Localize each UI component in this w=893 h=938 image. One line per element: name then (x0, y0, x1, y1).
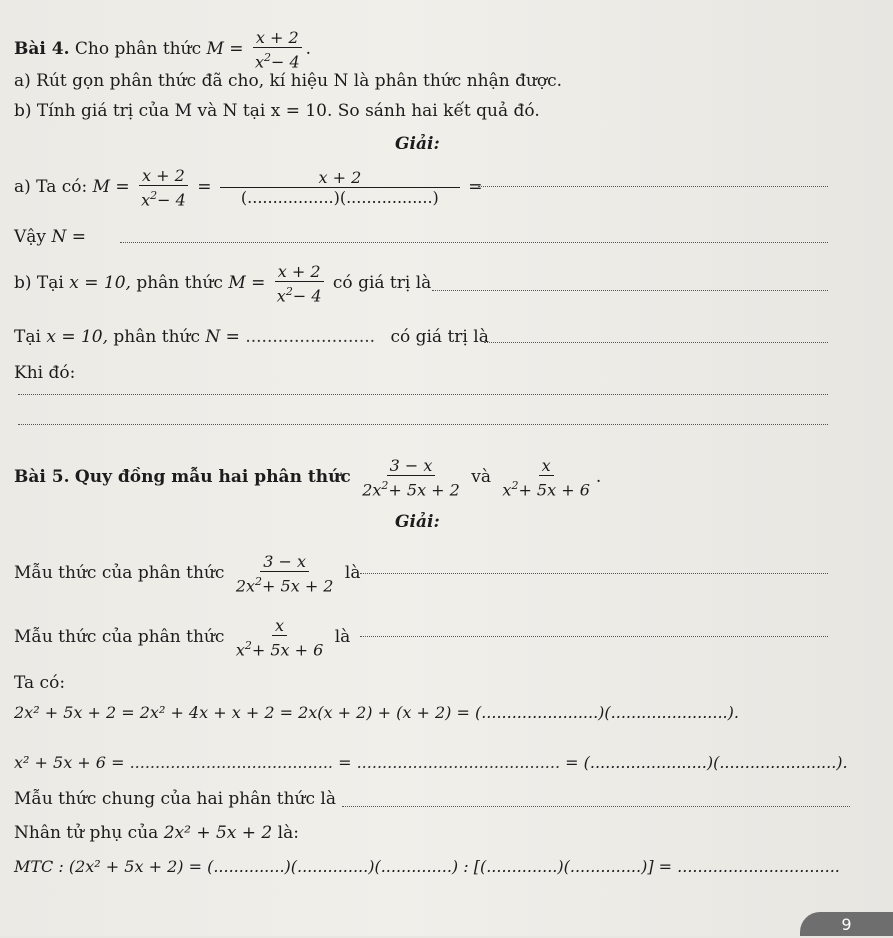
page-number: 9 (800, 912, 893, 936)
bai4-b-answer-line[interactable] (432, 290, 828, 291)
bai4-vay-answer-line[interactable] (120, 242, 828, 243)
bai4-header: Bài 4. Cho phân thức M = $\frac{x + 2}{x^2- 4}$ . (14, 28, 312, 72)
bai4-a-line: a) Ta có: M = $\frac{x + 2}{x^2- 4}$ = $\frac{x + 2}{(.................)(.................)}$ = (14, 166, 483, 210)
bai4-khi-do-line-1[interactable] (18, 394, 828, 395)
bai5-mau1-answer-line[interactable] (360, 573, 828, 574)
bai4-b2-answer-line[interactable] (484, 342, 828, 343)
bai4-khi-do: Khi đó: (14, 363, 76, 383)
bai4-N-blank[interactable]: ........................ (245, 327, 376, 347)
bai5-mau-chung-answer-line[interactable] (342, 806, 850, 807)
bai5-mau2-answer-line[interactable] (360, 636, 828, 637)
bai5-eq1[interactable]: 2x² + 5x + 2 = 2x² + 4x + x + 2 = 2x(x + 2) + (x + 2) = (.......................)(.......................). (14, 703, 739, 722)
bai4-vay-line: Vậy N = (14, 227, 86, 247)
bai5-mau1-line: Mẫu thức của phân thức $\frac{3 - x}{2x^2+ 5x + 2}$ là (14, 552, 361, 596)
bai5-giai-heading: Giải: (395, 512, 440, 532)
bai5-mtc-line[interactable]: MTC : (2x² + 5x + 2) = (..............)(..............)(..............) : [(..............)(..............)] = ................................ (14, 857, 840, 876)
bai4-a-denominator-blank[interactable]: (.................)(.................) (240, 188, 439, 208)
bai4-part-b: b) Tính giá trị của M và N tại x = 10. So sánh hai kết quả đó. (14, 101, 540, 121)
bai4-b2-line: Tại x = 10, phân thức N = ........................ có giá trị là (14, 327, 489, 347)
bai5-ta-co: Ta có: (14, 673, 66, 693)
bai5-mau2-line: Mẫu thức của phân thức $\frac{x}{x^2+ 5x + 6}$ là (14, 616, 351, 660)
bai5-nhan-tu: Nhân tử phụ của 2x² + 5x + 2 là: (14, 823, 299, 843)
bai4-khi-do-line-2[interactable] (18, 424, 828, 425)
bai4-fraction-M: $\frac{x + 2}{x^2- 4}$ (252, 28, 303, 71)
bai4-a-answer-line[interactable] (478, 186, 828, 187)
bai5-header: Bài 5. Quy đồng mẫu hai phân thức $\frac{3 - x}{2x^2+ 5x + 2}$ và $\frac{x}{x^2+ 5x + 6}$ . (14, 456, 602, 500)
bai5-mau-chung: Mẫu thức chung của hai phân thức là (14, 789, 336, 809)
bai4-giai-heading: Giải: (395, 134, 440, 154)
bai4-b-line: b) Tại x = 10, phân thức M = $\frac{x + 2}{x^2- 4}$ có giá trị là (14, 262, 432, 306)
bai5-eq2[interactable]: x² + 5x + 6 = ........................................ = ........................................ = (.......................)(.......................). (14, 753, 848, 772)
bai4-part-a: a) Rút gọn phân thức đã cho, kí hiệu N là phân thức nhận được. (14, 71, 563, 91)
